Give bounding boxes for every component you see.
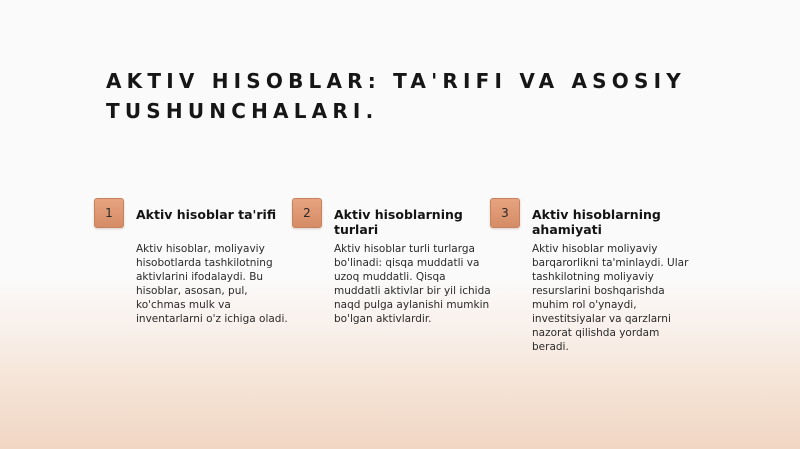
step-badge-3: 3: [490, 198, 520, 228]
card-title: Aktiv hisoblarning turlari: [334, 207, 463, 237]
step-badge-1: 1: [94, 198, 124, 228]
card-text: Aktiv hisoblar moliyaviy barqarorlikni ta'minlaydi. Ular tashkilotning moliyaviy resurslarini boshqarishda muhim rol o'ynaydi, investitsiyalar va qarzlarni nazorat qilishda yordam beradi.: [532, 243, 689, 353]
card-text: Aktiv hisoblar, moliyaviy hisobotlarda tashkilotning aktivlarini ifodalaydi. Bu hisoblar, asosan, pul, ko'chmas mulk va inventarlarni o'z ichiga oladi.: [136, 243, 288, 325]
step-badge-2: 2: [292, 198, 322, 228]
card-title: Aktiv hisoblarning ahamiyati: [532, 207, 661, 237]
slide-title: AKTIV HISOBLAR: TA'RIFI VA ASOSIY TUSHUNCHALARI.: [106, 69, 686, 123]
card-text: Aktiv hisoblar turli turlarga bo'linadi: qisqa muddatli va uzoq muddatli. Qisqa muddatli aktivlar bir yil ichida naqd pulga aylanishi mumkin bo'lgan aktivlardir.: [334, 243, 491, 325]
card-title: Aktiv hisoblar ta'rifi: [136, 207, 277, 222]
